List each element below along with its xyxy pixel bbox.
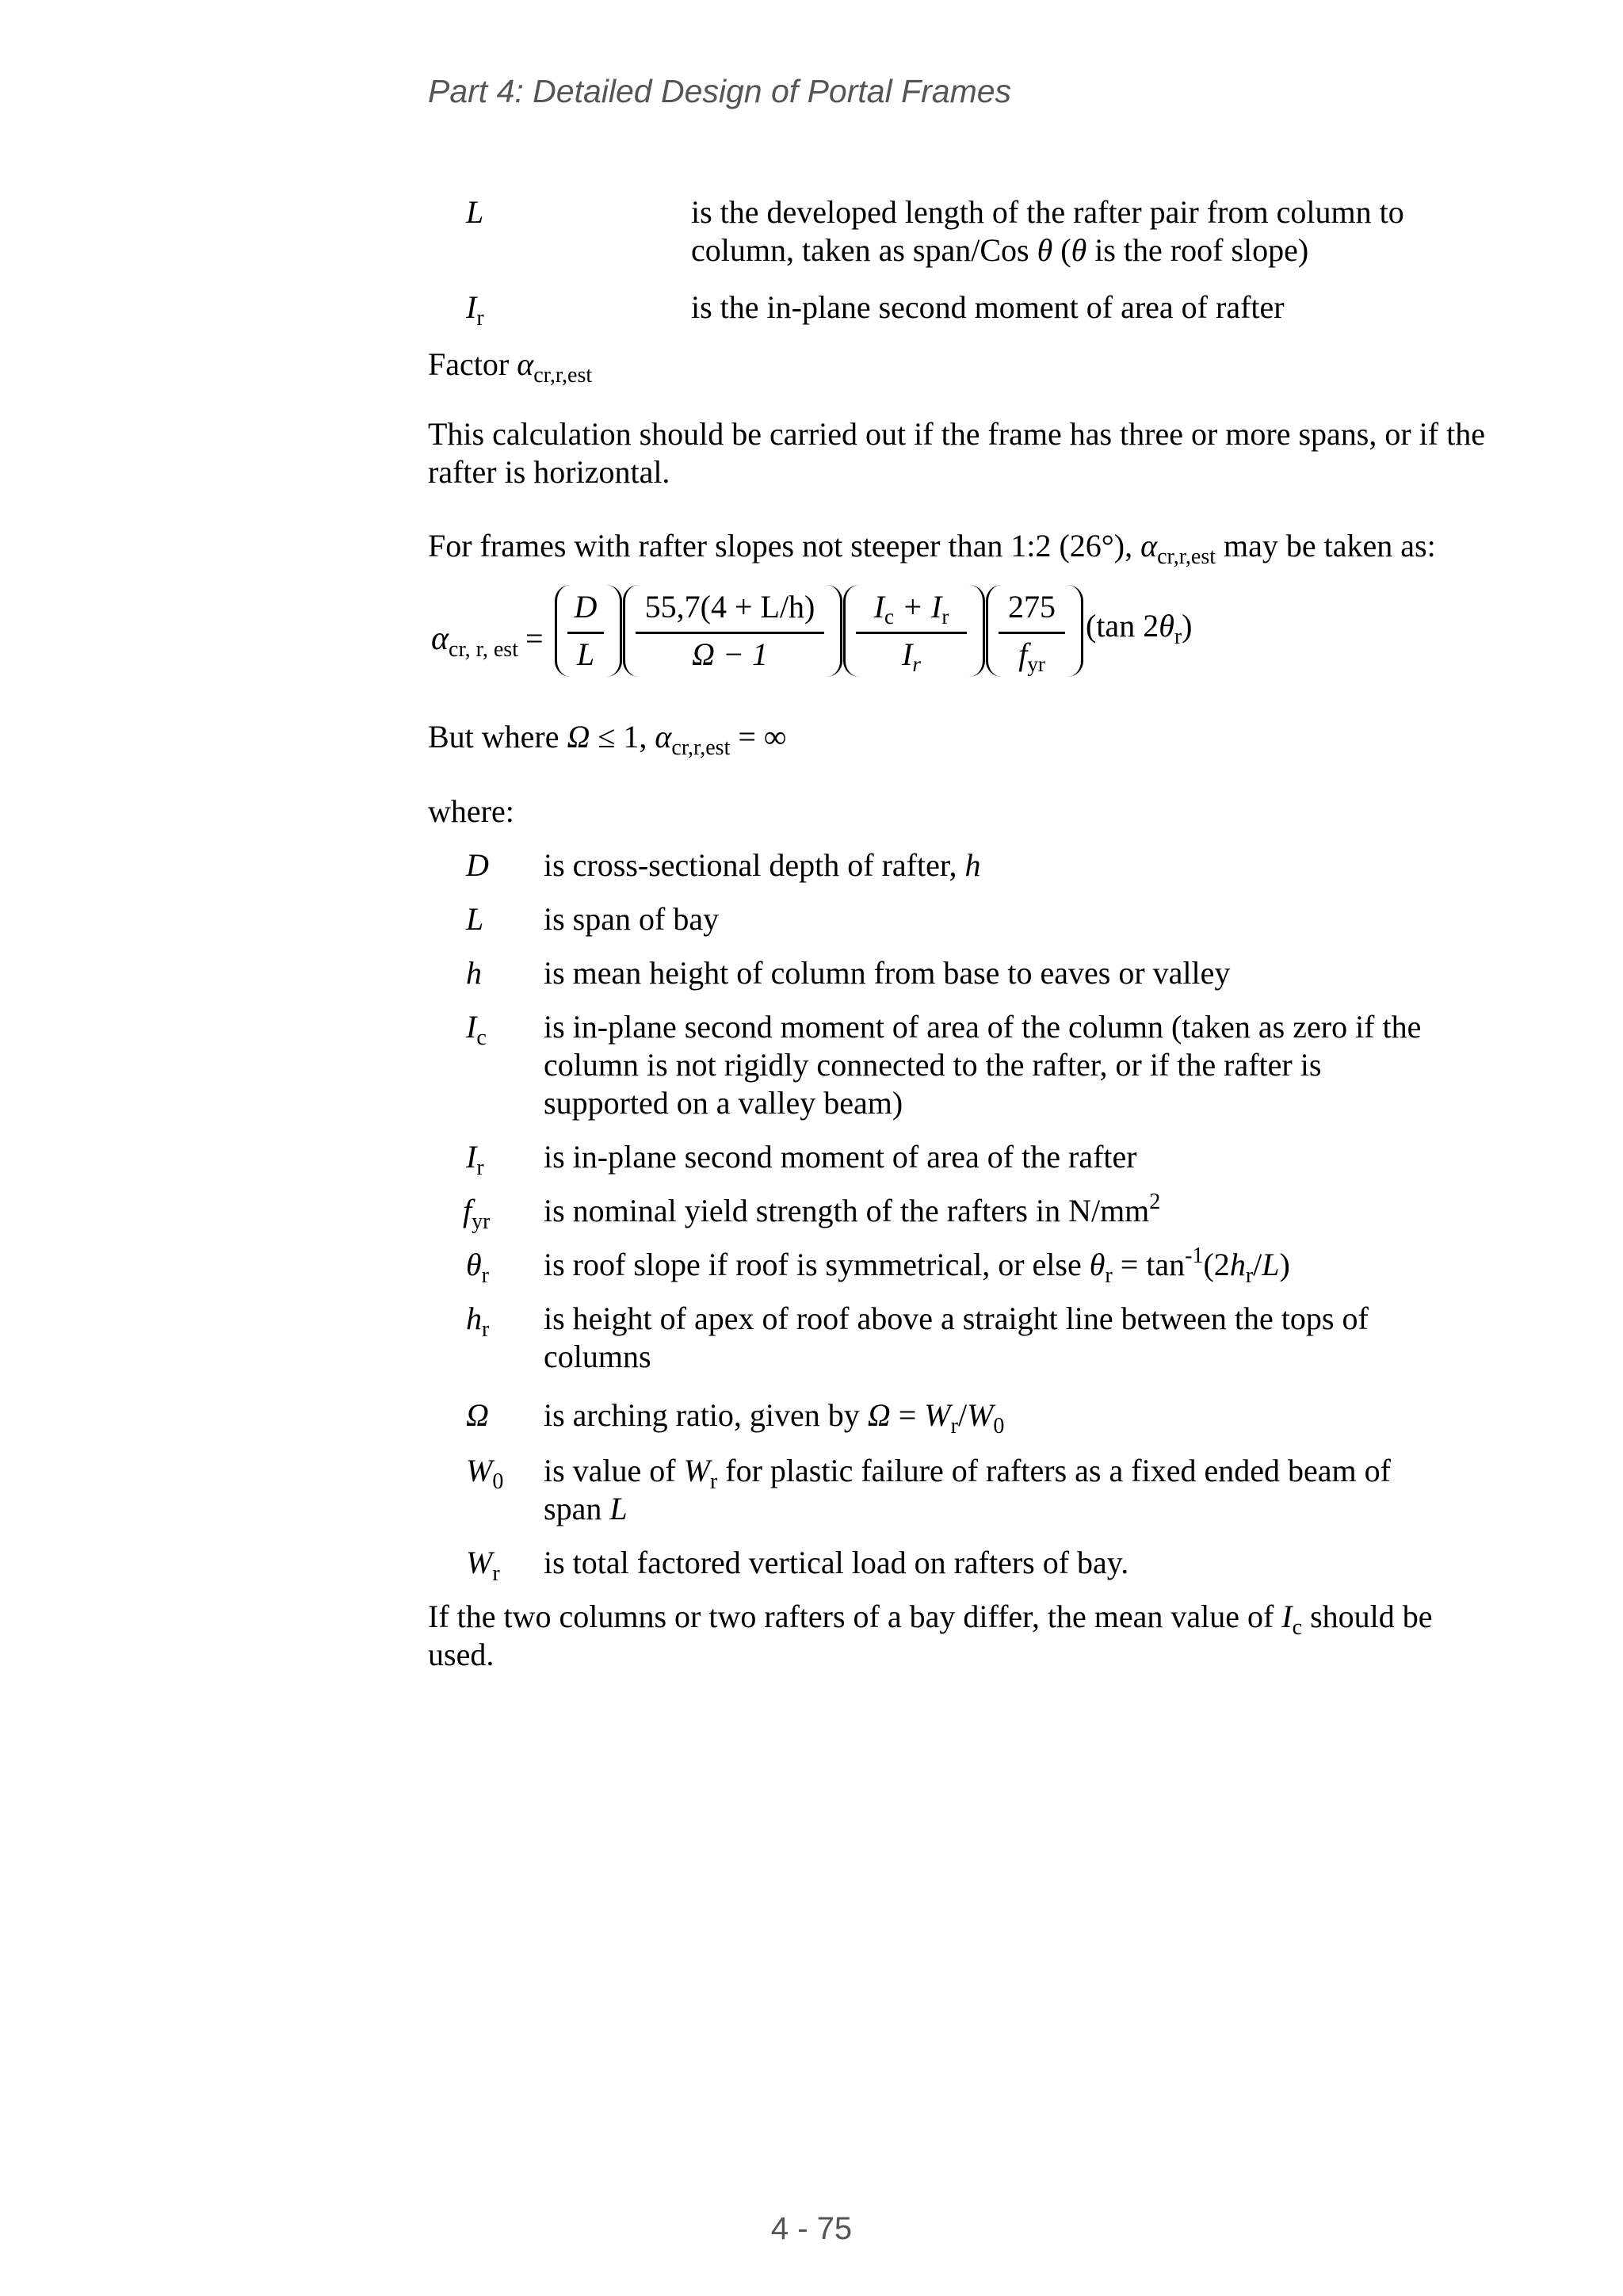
- def-symbol-D: D: [466, 847, 489, 883]
- def-symbol-Ir: $I_r$: [466, 289, 484, 330]
- def-symbol-theta-r: $\theta_r$: [466, 1247, 489, 1288]
- def-desc-Ir: is the in-plane second moment of area of rafter: [691, 289, 1285, 325]
- def-desc-L-line2: column, taken as span/Cos θ (θ is the roof slope): [691, 232, 1309, 268]
- page-number: 4 - 75: [770, 2211, 853, 2246]
- def-desc-Ir-2: is in-plane second moment of area of the rafter: [544, 1139, 1137, 1175]
- def-desc-hr: is height of apex of roof above a straight line between the tops of columns: [544, 1301, 1369, 1374]
- def-symbol-omega: Ω: [466, 1397, 489, 1433]
- def-symbol-h: h: [466, 955, 482, 991]
- def-symbol-W0: $W_0$: [466, 1453, 504, 1494]
- paren-right-2: [824, 585, 842, 677]
- where-label: where:: [428, 793, 514, 829]
- fraction-arching-term: 55,7(4 + L/h) Ω − 1: [636, 586, 824, 675]
- paren-right-1: [604, 585, 622, 677]
- formula-lhs: $\alpha_{cr, r, est}$: [431, 621, 518, 662]
- def-symbol-hr: $h_r$: [466, 1301, 490, 1342]
- fraction-yield-term: 275 $f_{yr}$: [999, 586, 1065, 675]
- formula-tan-term: (tan $2\theta_r$): [1086, 608, 1193, 649]
- def-symbol-Ir-2: $I_r$: [466, 1139, 484, 1180]
- def-desc-Wr: is total factored vertical load on rafters of bay.: [544, 1545, 1129, 1580]
- paragraph-calc-condition: This calculation should be carried out if the frame has three or more spans, or if the rafter is horizontal.: [428, 416, 1485, 490]
- def-symbol-Wr: $W_r$: [466, 1545, 500, 1586]
- def-desc-theta-r: is roof slope if roof is symmetrical, or else $\theta_r = \tan^{-1}(2h_r/L)$: [544, 1244, 1290, 1288]
- def-desc-fyr: is nominal yield strength of the rafters in $N/mm^2$: [544, 1190, 1161, 1228]
- fraction-inertia-term: $I_c + I_r$ $I_r$: [856, 586, 967, 675]
- def-desc-Ic: is in-plane second moment of area of the column (taken as zero if the column is not rigidly connected to the rafter, or if the rafter is supported on a valley beam): [544, 1009, 1422, 1121]
- paragraph-mean-value: If the two columns or two rafters of a bay differ, the mean value of $I_c$ should be used.: [428, 1599, 1433, 1672]
- def-symbol-Ic: $I_c$: [466, 1009, 487, 1050]
- def-symbol-L: L: [466, 194, 484, 230]
- def-desc-h: is mean height of column from base to eaves or valley: [544, 955, 1231, 991]
- paren-right-4: [1065, 585, 1083, 677]
- def-desc-L-line1: is the developed length of the rafter pair from column to: [691, 194, 1404, 230]
- formula-equals: =: [525, 621, 544, 656]
- paren-right-3: [967, 585, 985, 677]
- factor-heading: Factor $\alpha_{cr,r,est}$: [428, 346, 593, 388]
- def-desc-L-span: is span of bay: [544, 901, 720, 937]
- alpha-cr-formula: [428, 580, 1220, 699]
- page-header: Part 4: Detailed Design of Portal Frames: [428, 73, 1012, 109]
- def-desc-D: is cross-sectional depth of rafter, h: [544, 847, 981, 883]
- but-where-line: But where Ω ≤ 1, $\alpha_{cr,r,est}$ = ∞: [428, 719, 787, 760]
- def-desc-omega: is arching ratio, given by $\Omega = W_r/W_0$: [544, 1397, 1005, 1438]
- fraction-D-over-L: D L: [567, 586, 604, 675]
- def-symbol-fyr: $f_{yr}$: [463, 1193, 491, 1234]
- def-symbol-L-span: L: [466, 901, 484, 937]
- def-desc-W0: is value of $W_r$ for plastic failure of rafters as a fixed ended beam of span L: [544, 1453, 1391, 1526]
- paragraph-slope-condition: For frames with rafter slopes not steeper than 1:2 (26°), $\alpha_{cr,r,est}$ may be taken as:: [428, 528, 1436, 569]
